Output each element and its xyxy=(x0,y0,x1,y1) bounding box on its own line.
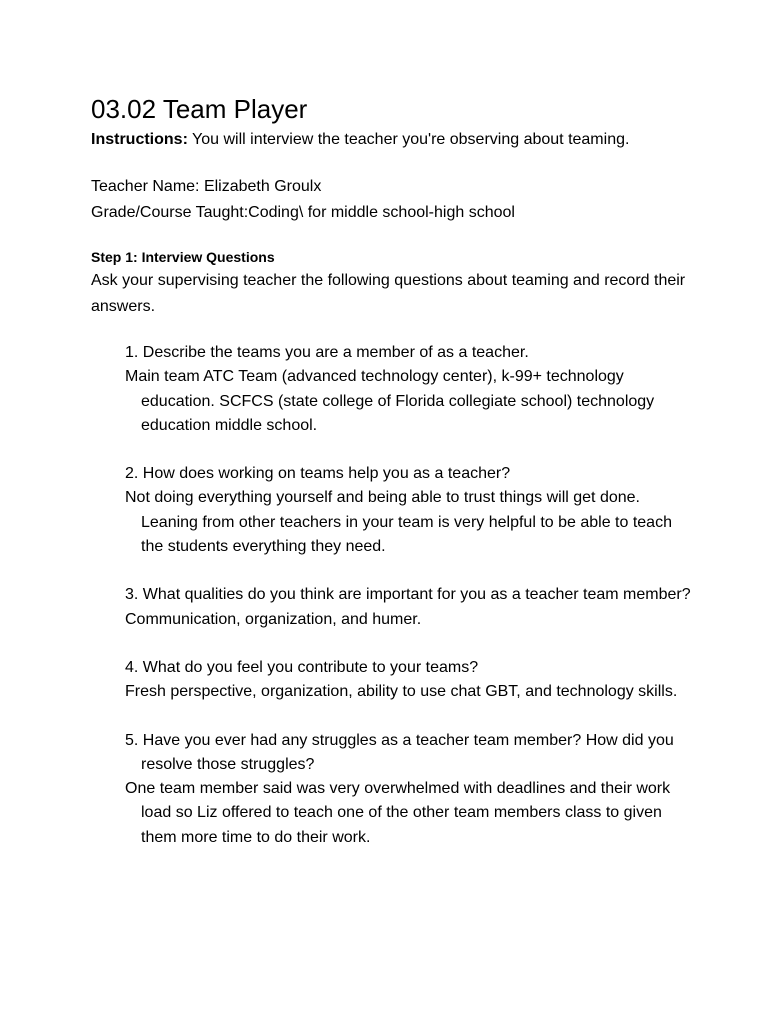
question-4: 4. What do you feel you contribute to your teams? xyxy=(125,658,479,676)
answer-5: One team member said was very overwhelmed with deadlines and their work load so Liz offered to teach one of the other team members class to given them more time to do their work. xyxy=(125,780,671,846)
question-5: 5. Have you ever had any struggles as a teacher team member? How did you resolve those struggles? xyxy=(125,731,674,773)
answer-3: Communication, organization, and humer. xyxy=(125,610,422,628)
teacher-name: Teacher Name: Elizabeth Groulx xyxy=(91,178,322,195)
question-1: 1. Describe the teams you are a member of as a teacher. xyxy=(125,344,529,361)
question-2: 2. How does working on teams help you as a teacher? xyxy=(125,465,511,483)
qa-item-1 xyxy=(125,341,691,438)
qa-item-5 xyxy=(125,729,691,850)
qa-list xyxy=(91,341,691,850)
grade-course: Grade/Course Taught:Coding\ for middle school-high school xyxy=(91,204,515,221)
qa-item-2 xyxy=(125,462,691,559)
teacher-info xyxy=(91,174,691,226)
document-page xyxy=(91,92,691,874)
answer-2: Not doing everything yourself and being able to trust things will get done. Leaning from other teachers in your team is very helpful to be able to teach the students everything they need. xyxy=(125,489,672,556)
instructions xyxy=(91,128,691,152)
question-3: 3. What qualities do you think are important for you as a teacher team member? xyxy=(125,586,691,604)
instructions-label: Instructions: xyxy=(91,131,188,148)
instructions-text: You will interview the teacher you're observing about teaming. xyxy=(187,131,630,148)
answer-4: Fresh perspective, organization, ability to use chat GBT, and technology skills. xyxy=(125,683,678,701)
step-1-intro: Ask your supervising teacher the following questions about teaming and record their answers. xyxy=(91,272,686,315)
step-1-heading: Step 1: Interview Questions xyxy=(91,249,275,265)
page-title: 03.02 Team Player xyxy=(91,94,308,124)
answer-1: Main team ATC Team (advanced technology center), k-99+ technology education. SCFCS (state college of Florida collegiate school) technology education middle school. xyxy=(125,368,655,434)
qa-item-3 xyxy=(125,583,691,632)
qa-item-4 xyxy=(125,656,691,705)
